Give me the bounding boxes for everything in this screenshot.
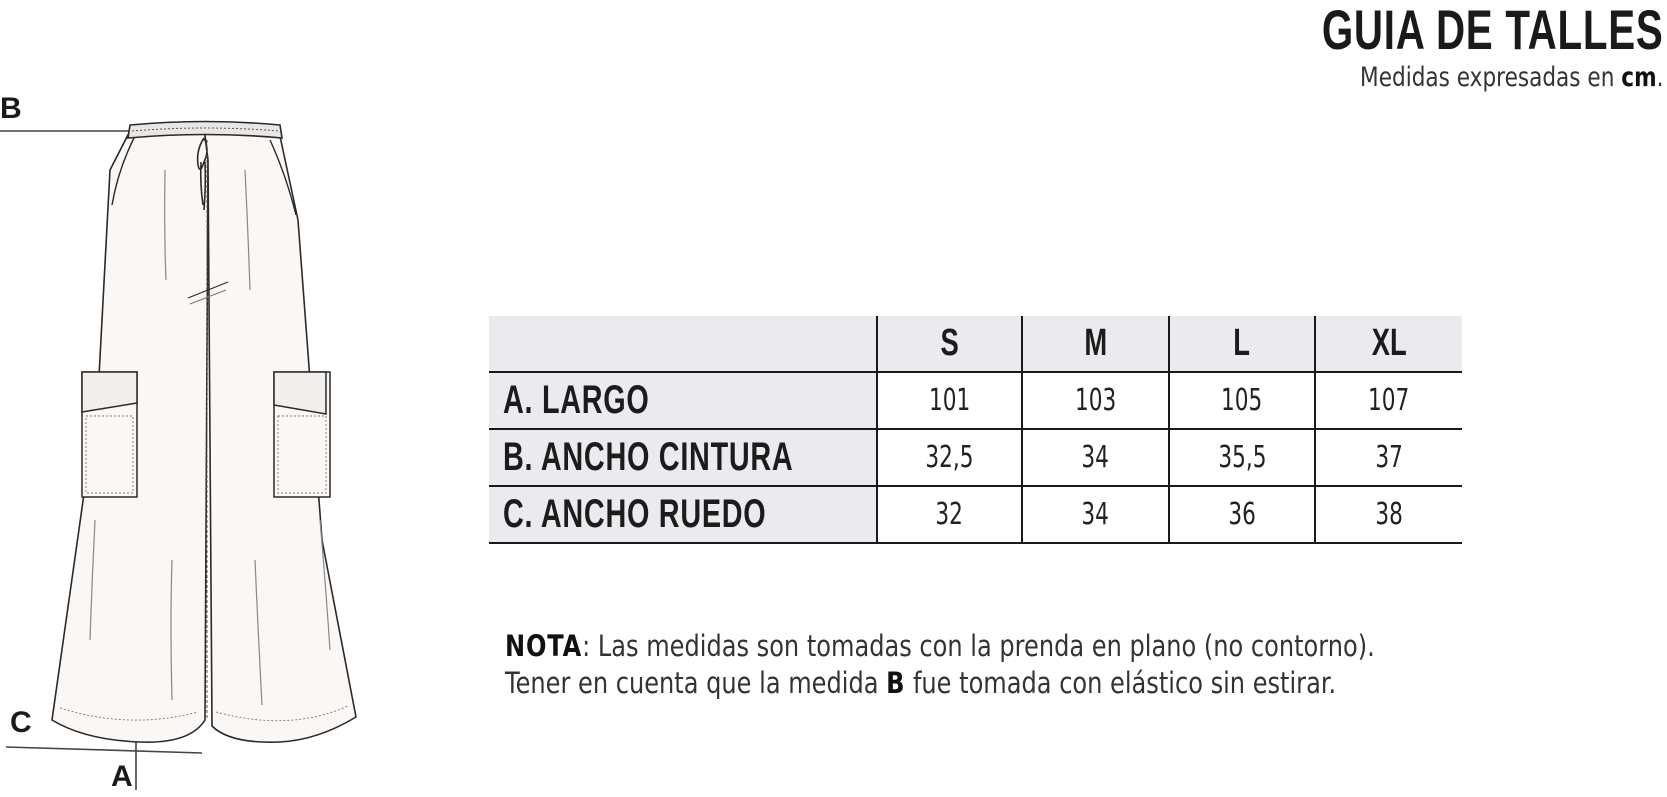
table-cell: 32,5 [877,429,1022,486]
table-header-blank [489,316,877,372]
note-label: NOTA [505,629,583,663]
subtitle-suffix: . [1656,62,1663,93]
row-label: B. ANCHO CINTURA [489,429,877,486]
measurement-note [505,628,1375,702]
table-row [489,372,1462,429]
table-cell: 37 [1315,429,1462,486]
page-subtitle [1283,62,1663,94]
note-line-2-suffix: fue tomada con elástico sin estirar. [905,666,1337,700]
note-line-1 [505,628,1375,665]
table-header-row [489,316,1462,372]
table-cell: 101 [877,372,1022,429]
column-header: S [877,316,1022,372]
size-table [489,316,1462,544]
note-line-1-text: : Las medidas son tomadas con la prenda en plano (no contorno). [582,629,1375,663]
measure-line-c [6,747,202,753]
note-line-2 [505,665,1375,702]
subtitle-unit: cm [1620,62,1657,93]
table-cell: 105 [1169,372,1315,429]
row-label: A. LARGO [489,372,877,429]
table-cell: 32 [877,486,1022,543]
note-line-2-prefix: Tener en cuenta que la medida [505,666,887,700]
note-key: B [886,666,906,700]
column-header: XL [1315,316,1462,372]
header [1189,0,1663,94]
column-header: L [1169,316,1315,372]
table-cell: 38 [1315,486,1462,543]
label-c: C [10,706,32,739]
table-row [489,486,1462,543]
table-cell: 107 [1315,372,1462,429]
table-cell: 35,5 [1169,429,1315,486]
table-cell: 36 [1169,486,1315,543]
table-cell: 34 [1022,486,1169,543]
table-cell: 103 [1022,372,1169,429]
column-header: M [1022,316,1169,372]
pants-diagram [0,0,380,797]
row-label: C. ANCHO RUEDO [489,486,877,543]
table-row [489,429,1462,486]
table-cell: 34 [1022,429,1169,486]
label-a: A [111,760,133,793]
label-b: B [0,92,22,125]
subtitle-text: Medidas expresadas en [1359,62,1621,93]
page-title: GUIA DE TALLES [1321,0,1663,61]
